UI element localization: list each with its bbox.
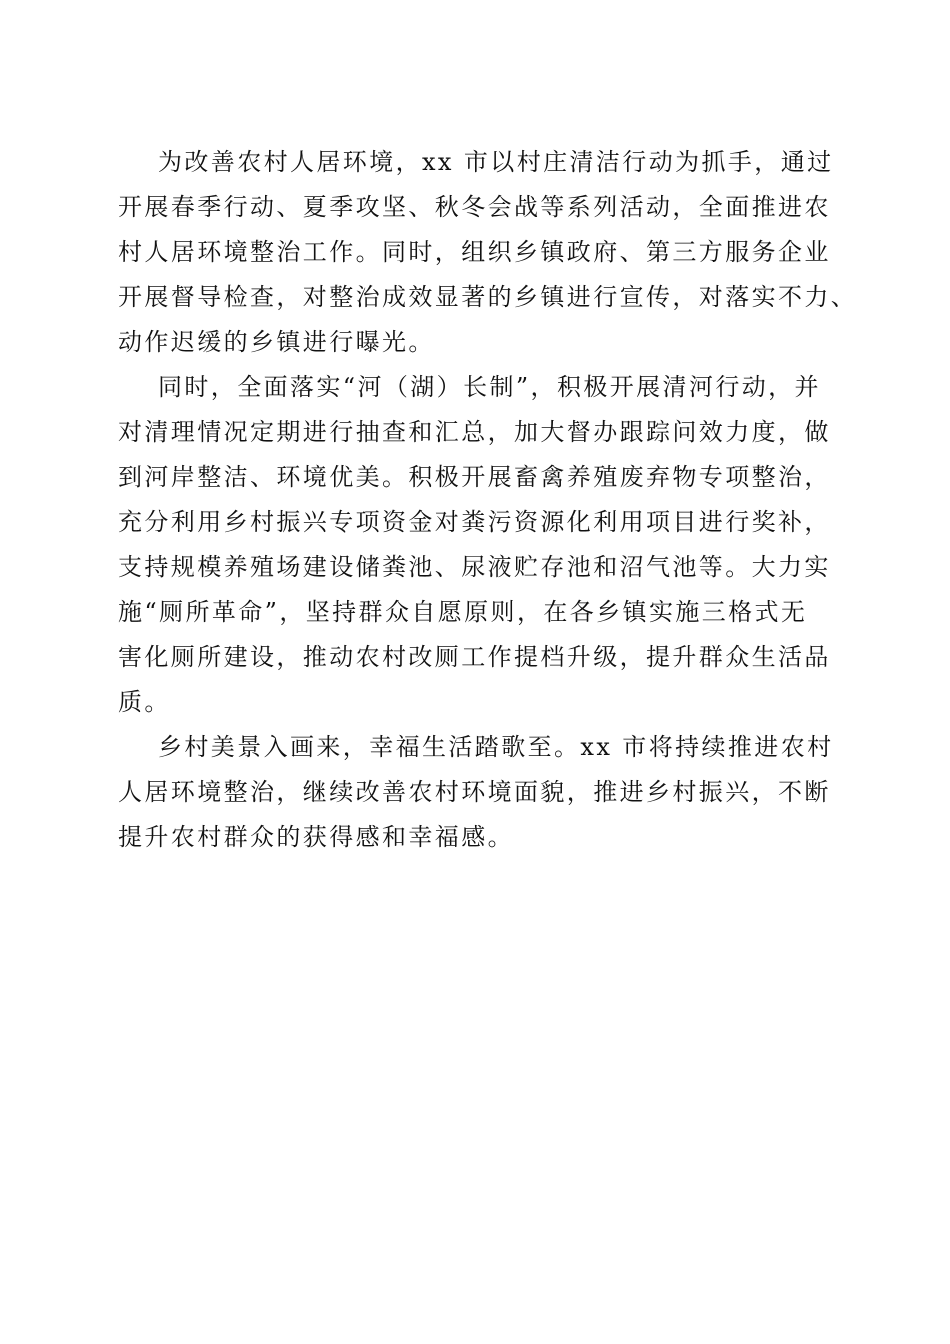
paragraph-line: 对清理情况定期进行抽查和汇总，加大督办跟踪问效力度，做 (118, 418, 831, 446)
paragraph-line: 开展春季行动、夏季攻坚、秋冬会战等系列活动，全面推进农 (118, 193, 831, 221)
document-body (118, 140, 858, 860)
paragraph-line: 为改善农村人居环境，xx 市以村庄清洁行动为抓手，通过 (158, 148, 834, 176)
paragraph-line: 支持规模养殖场建设储粪池、尿液贮存池和沼气池等。大力实 (118, 553, 831, 581)
paragraph-1 (118, 140, 858, 365)
paragraph-line: 害化厕所建设，推动农村改厕工作提档升级，提升群众生活品 (118, 643, 831, 671)
paragraph-line: 到河岸整洁、环境优美。积极开展畜禽养殖废弃物专项整治， (118, 463, 831, 491)
paragraph-line: 提升农村群众的获得感和幸福感。 (118, 823, 514, 851)
paragraph-line: 人居环境整治，继续改善农村环境面貌，推进乡村振兴，不断 (118, 778, 831, 806)
paragraph-line: 乡村美景入画来，幸福生活踏歌至。xx 市将持续推进农村 (158, 733, 834, 761)
paragraph-3 (118, 725, 834, 860)
paragraph-2 (118, 365, 834, 725)
paragraph-line: 动作迟缓的乡镇进行曝光。 (118, 328, 435, 356)
paragraph-line: 质。 (118, 688, 171, 716)
paragraph-line: 开展督导检查，对整治成效显著的乡镇进行宣传，对落实不力、 (118, 283, 858, 311)
paragraph-line: 施“厕所革命”，坚持群众自愿原则，在各乡镇实施三格式无 (118, 598, 808, 626)
paragraph-line: 同时，全面落实“河（湖）长制”，积极开展清河行动，并 (158, 373, 821, 401)
paragraph-line: 充分利用乡村振兴专项资金对粪污资源化利用项目进行奖补， (118, 508, 831, 536)
paragraph-line: 村人居环境整治工作。同时，组织乡镇政府、第三方服务企业 (118, 238, 831, 266)
